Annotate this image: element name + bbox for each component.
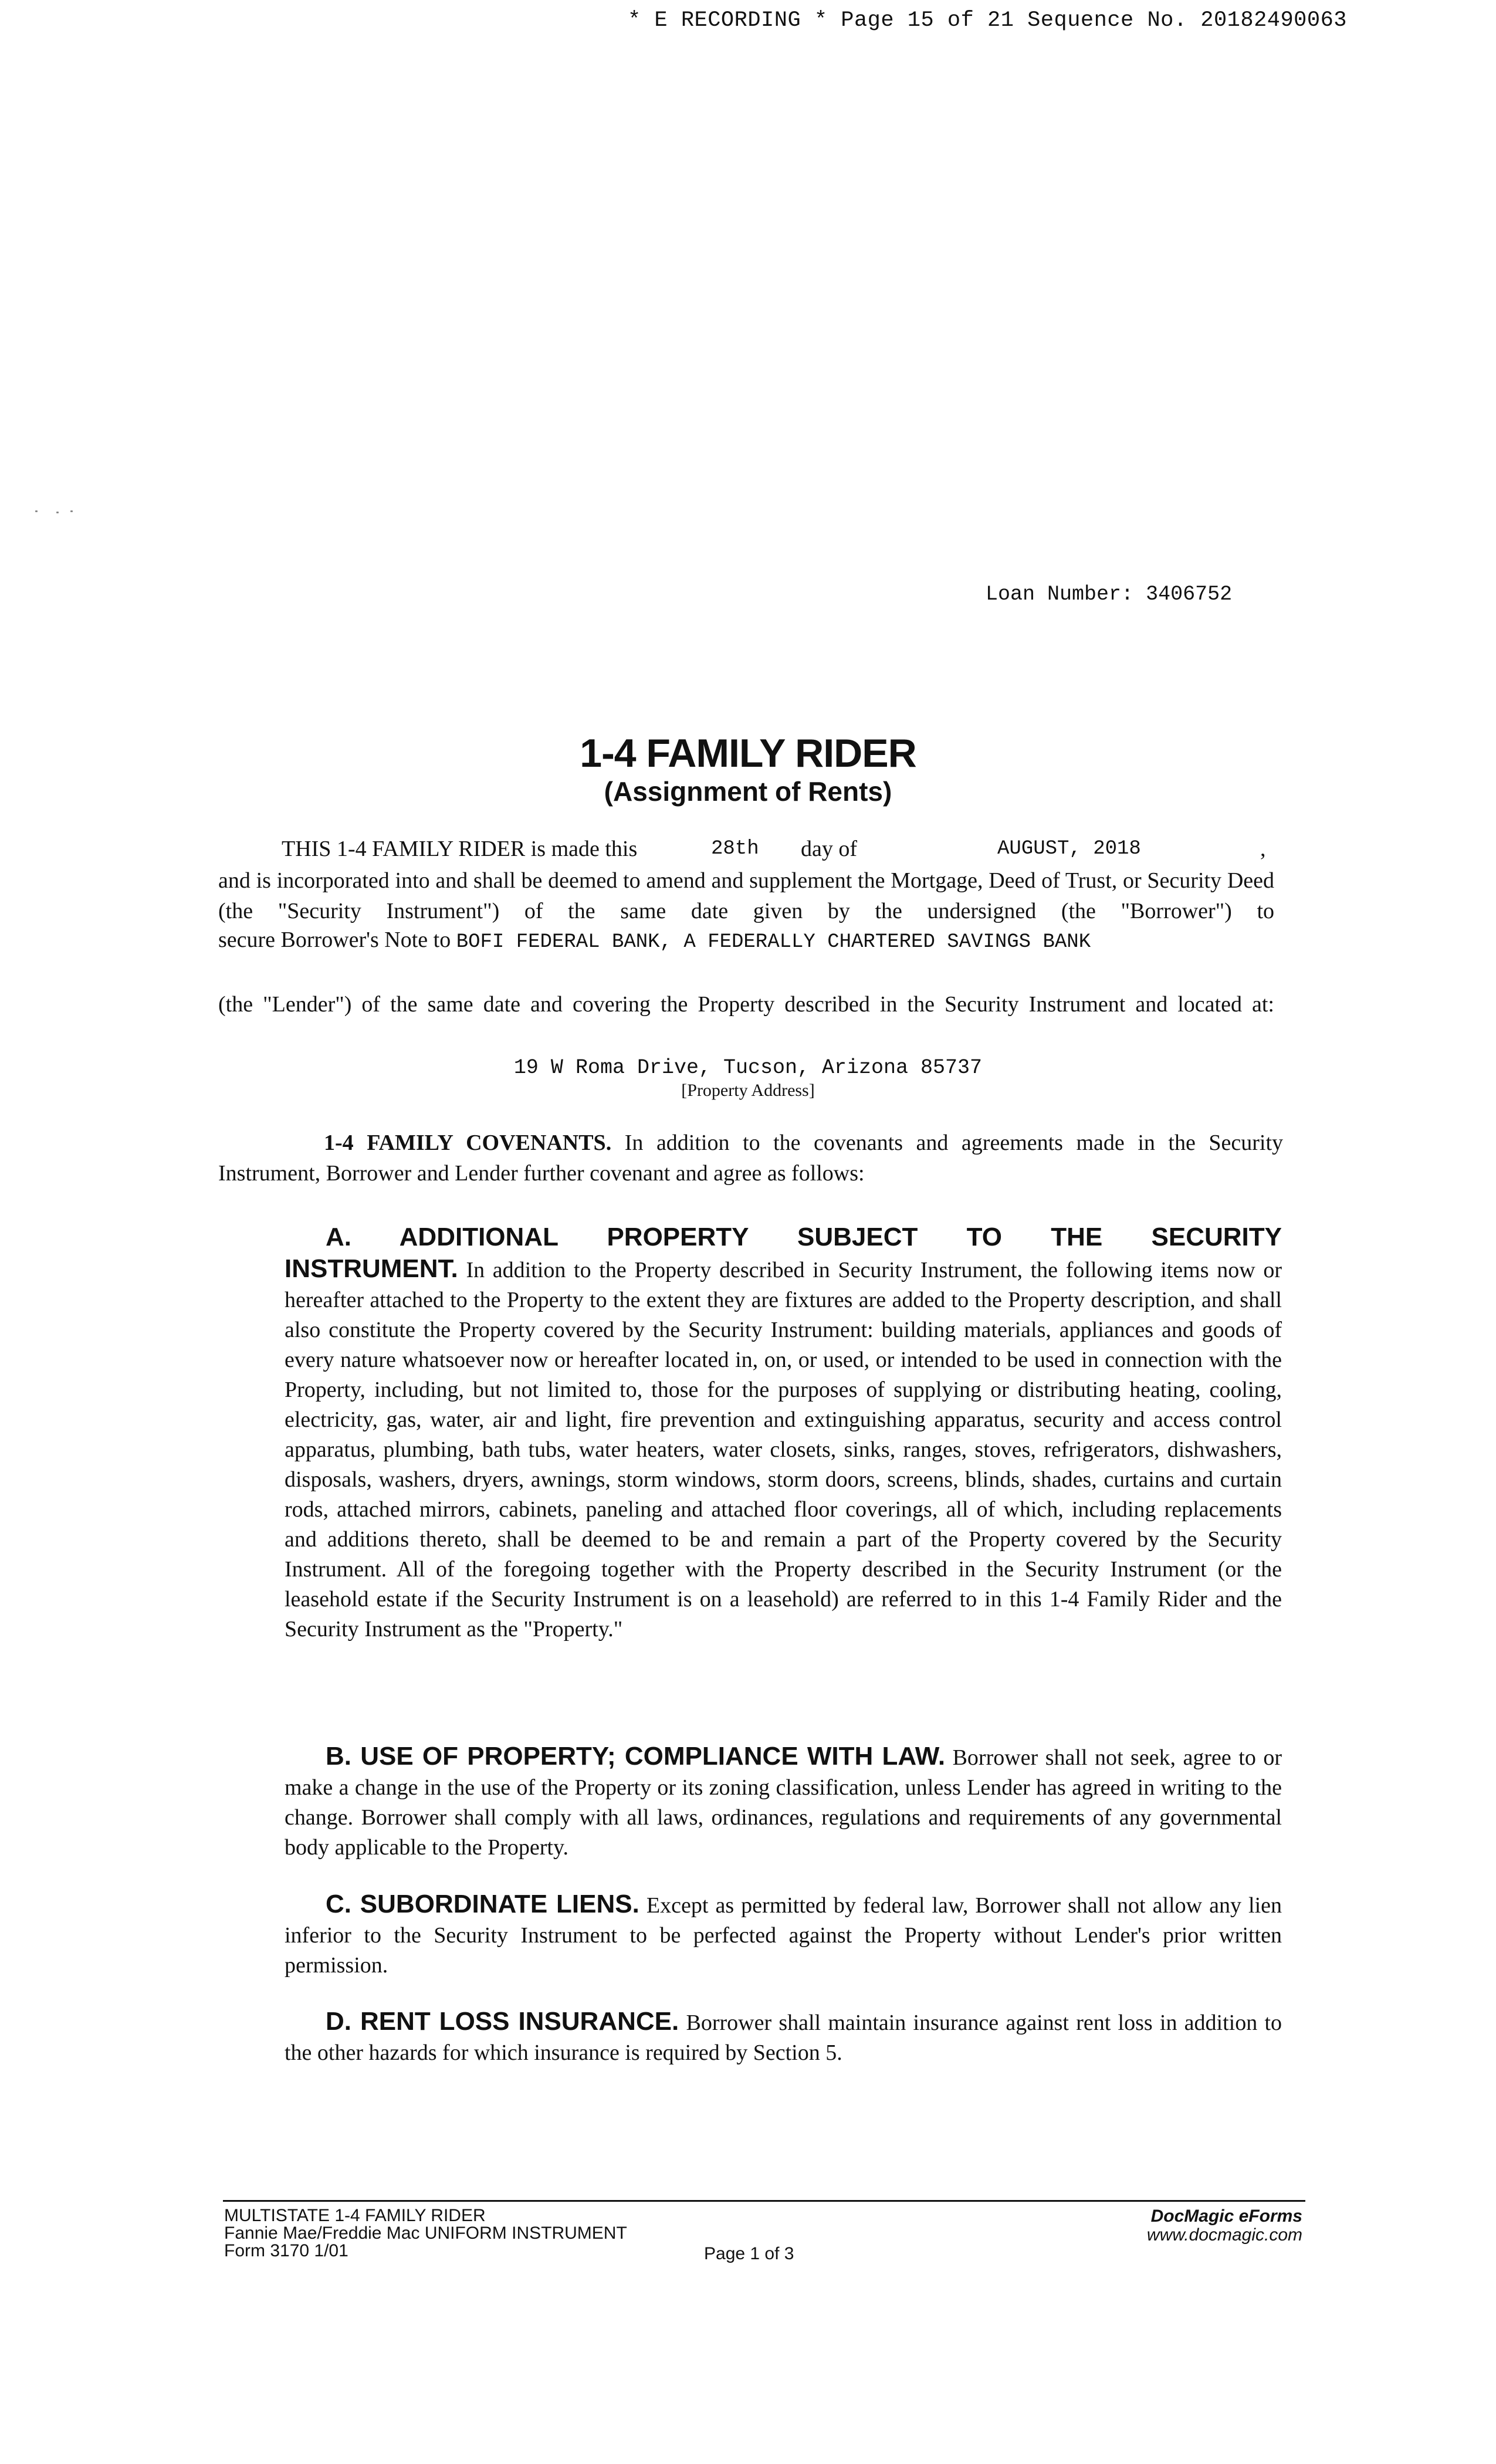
section-b <box>285 1741 1282 1863</box>
footer-form-info <box>224 2207 627 2260</box>
scan-speck <box>56 512 59 513</box>
section-a-heading: A. ADDITIONAL PROPERTY SUBJECT TO THE SECURITY INSTRUMENT. <box>285 1223 1282 1283</box>
intro-lead: THIS 1-4 FAMILY RIDER is made this <box>282 837 638 861</box>
intro-body: and is incorporated into and shall be deemed to amend and supplement the Mortgage, Deed of Trust, or Security Deed (the "Security Instrument") of the same date given by the undersigned (the "Borrower") to <box>218 868 1274 923</box>
lender-name: BOFI FEDERAL BANK, A FEDERALLY CHARTERED SAVINGS BANK <box>456 931 1091 953</box>
footer-form-instrument: Fannie Mae/Freddie Mac UNIFORM INSTRUMENT <box>224 2223 627 2243</box>
note-lead: secure Borrower's Note to <box>218 928 451 952</box>
docmagic-website: www.docmagic.com <box>1146 2225 1302 2245</box>
loan-number-value: 3406752 <box>1146 583 1233 606</box>
property-address: 19 W Roma Drive, Tucson, Arizona 85737 <box>513 1056 983 1079</box>
recording-header: * E RECORDING * Page 15 of 21 Sequence No. 20182490063 <box>628 8 1347 33</box>
lender-definition: (the "Lender") of the same date and covering the Property described in the Security Instrument and located at: <box>218 992 1274 1017</box>
section-c-text: Except as permitted by federal law, Borrower shall not allow any lien inferior to the Security Instrument to be perfected against the Property without Lender's prior written permission. <box>285 1893 1282 1978</box>
intro-comma: , <box>1260 837 1266 861</box>
section-a-text: In addition to the Property described in Security Instrument, the following items now or hereafter attached to the Property to the extent they are fixtures are added to the Property description, and shall also constitute the Property covered by the Security Instrument: building materials, appliances and goods of every nature whatsoever now or hereafter located in, on, or used, or intended to be used in connection with the Property, including, but not limited to, those for the purposes of supplying or distributing heating, cooling, electricity, gas, water, air and light, fire prevention and extinguishing apparatus, security and access control apparatus, plumbing, bath tubs, water heaters, water closets, sinks, ranges, stoves, refrigerators, dishwashers, disposals, washers, dryers, awnings, storm windows, storm doors, screens, blinds, shades, curtains and curtain rods, attached mirrors, cabinets, paneling and attached floor coverings, all of which, including replacements and additions thereto, shall be deemed to be and remain a part of the Property covered by the Security Instrument. All of the foregoing together with the Property described in the Security Instrument (or the leasehold estate if the Security Instrument is on a leasehold) are referred to in this 1-4 Family Rider and the Security Instrument as the "Property." <box>285 1258 1282 1641</box>
footer-page-number: Page 1 of 3 <box>704 2244 794 2263</box>
section-b-heading: B. USE OF PROPERTY; COMPLIANCE WITH LAW. <box>326 1742 946 1771</box>
footer-divider <box>223 2200 1305 2202</box>
rider-day: 28th <box>711 838 759 860</box>
note-lender-line <box>218 927 1091 953</box>
section-c-heading: C. SUBORDINATE LIENS. <box>326 1890 639 1918</box>
section-d-heading: D. RENT LOSS INSURANCE. <box>326 2007 679 2036</box>
docmagic-logo: DocMagic eForms <box>1150 2206 1302 2226</box>
covenants-heading: 1-4 FAMILY COVENANTS. <box>324 1131 612 1155</box>
property-address-label: [Property Address] <box>681 1081 815 1100</box>
section-a <box>285 1222 1282 1644</box>
document-title: 1-4 FAMILY RIDER <box>580 731 916 776</box>
rider-month-year: AUGUST, 2018 <box>997 838 1141 860</box>
footer-form-number: Form 3170 1/01 <box>224 2241 348 2260</box>
loan-number <box>986 583 1232 606</box>
intro-day-of: day of <box>801 837 858 861</box>
scan-speck <box>35 510 38 512</box>
loan-number-label: Loan Number: <box>986 583 1134 606</box>
intro-first-line <box>0 838 1496 867</box>
scan-speck <box>70 510 73 512</box>
section-d <box>285 2006 1282 2068</box>
footer-brand-block <box>1115 2207 1302 2245</box>
covenants-paragraph <box>218 1128 1283 1189</box>
document-subtitle: (Assignment of Rents) <box>604 776 892 807</box>
section-b-text: Borrower shall not seek, agree to or make a change in the use of the Property or its zoning classification, unless Lender has agreed in writing to the change. Borrower shall comply with all laws, ordinances, regulations and requirements of any governmental body applicable to the Property. <box>285 1745 1282 1860</box>
footer-form-title: MULTISTATE 1-4 FAMILY RIDER <box>224 2206 486 2225</box>
covenants-text: In addition to the covenants and agreements made in the Security Instrument, Borrower and Lender further covenant and agree as follows: <box>218 1131 1284 1186</box>
section-d-text: Borrower shall maintain insurance against rent loss in addition to the other hazards for which insurance is required by Section 5. <box>285 2011 1282 2065</box>
section-c <box>285 1889 1282 1981</box>
